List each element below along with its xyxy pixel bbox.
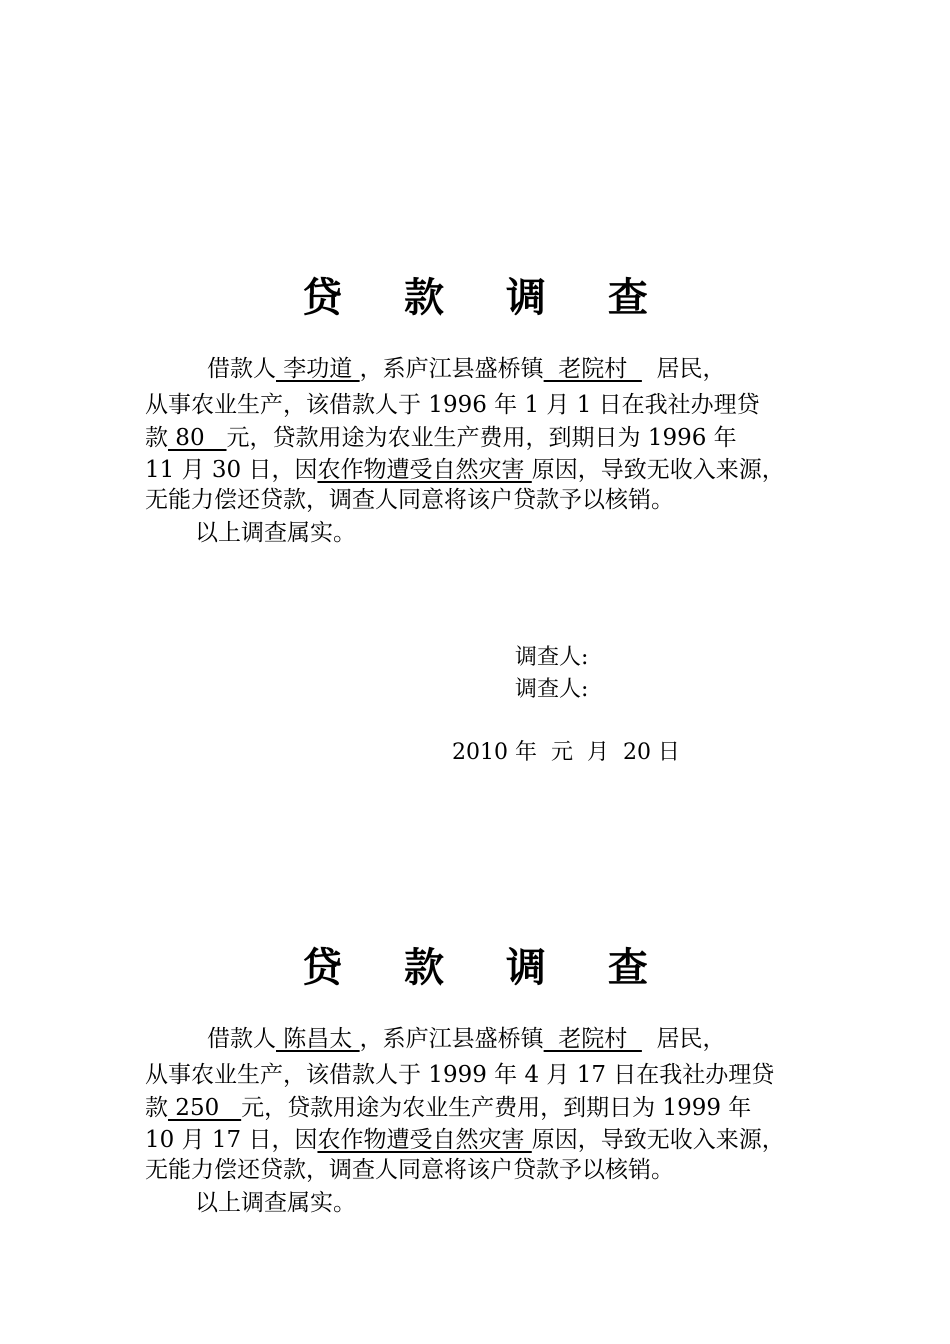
borrower-name: 陈昌太 <box>276 1026 360 1052</box>
investigator-signature-2: 调查人: <box>515 677 589 702</box>
verification-line: 以上调查属实。 <box>195 1190 356 1216</box>
amount-line <box>145 421 825 455</box>
section-title: 贷 款 调 查 <box>302 945 672 991</box>
conclusion-line: 无能力偿还贷款，调查人同意将该户贷款予以核销。 <box>145 1157 674 1183</box>
due-date-text: 11 月 30 日，因 <box>145 457 318 483</box>
amount-prefix: 款 <box>145 1095 168 1121</box>
loan-date-line: 从事农业生产，该借款人于 1999 年 4 月 17 日在我社办理贷 <box>145 1062 775 1088</box>
location-text: ，系庐江县盛桥镇 <box>359 1026 544 1052</box>
location-text: ，系庐江县盛桥镇 <box>359 356 544 382</box>
due-date-text: 10 月 17 日，因 <box>145 1127 318 1153</box>
reason-suffix: 原因，导致无收入来源， <box>531 457 785 483</box>
loan-date-line: 从事农业生产，该借款人于 1996 年 1 月 1 日在我社办理贷 <box>145 392 760 418</box>
village-name: 老院村 <box>543 1026 642 1052</box>
reason-suffix: 原因，导致无收入来源， <box>531 1127 785 1153</box>
purpose-text: 元，贷款用途为农业生产费用，到期日为 1999 年 <box>241 1095 752 1121</box>
reason-text: 农作物遭受自然灾害 <box>317 457 532 483</box>
resident-text: 居民， <box>641 1026 726 1052</box>
borrower-line <box>207 352 887 386</box>
conclusion-line: 无能力偿还贷款，调查人同意将该户贷款予以核销。 <box>145 487 674 513</box>
borrower-name: 李功道 <box>276 356 360 382</box>
village-name: 老院村 <box>543 356 642 382</box>
verification-line: 以上调查属实。 <box>195 520 356 546</box>
borrower-prefix: 借款人 <box>207 1026 276 1052</box>
investigator-signature-1: 调查人: <box>515 645 589 670</box>
amount-prefix: 款 <box>145 425 168 451</box>
survey-date: 2010 年 元 月 20 日 <box>452 740 680 765</box>
reason-line <box>145 453 825 487</box>
purpose-text: 元，贷款用途为农业生产费用，到期日为 1996 年 <box>226 425 737 451</box>
reason-line <box>145 1123 825 1157</box>
reason-text: 农作物遭受自然灾害 <box>317 1127 532 1153</box>
loan-amount: 250 <box>168 1095 242 1121</box>
borrower-prefix: 借款人 <box>207 356 276 382</box>
amount-line <box>145 1091 825 1125</box>
section-title: 贷 款 调 查 <box>302 275 672 321</box>
resident-text: 居民， <box>641 356 726 382</box>
borrower-line <box>207 1022 887 1056</box>
loan-amount: 80 <box>168 425 227 451</box>
